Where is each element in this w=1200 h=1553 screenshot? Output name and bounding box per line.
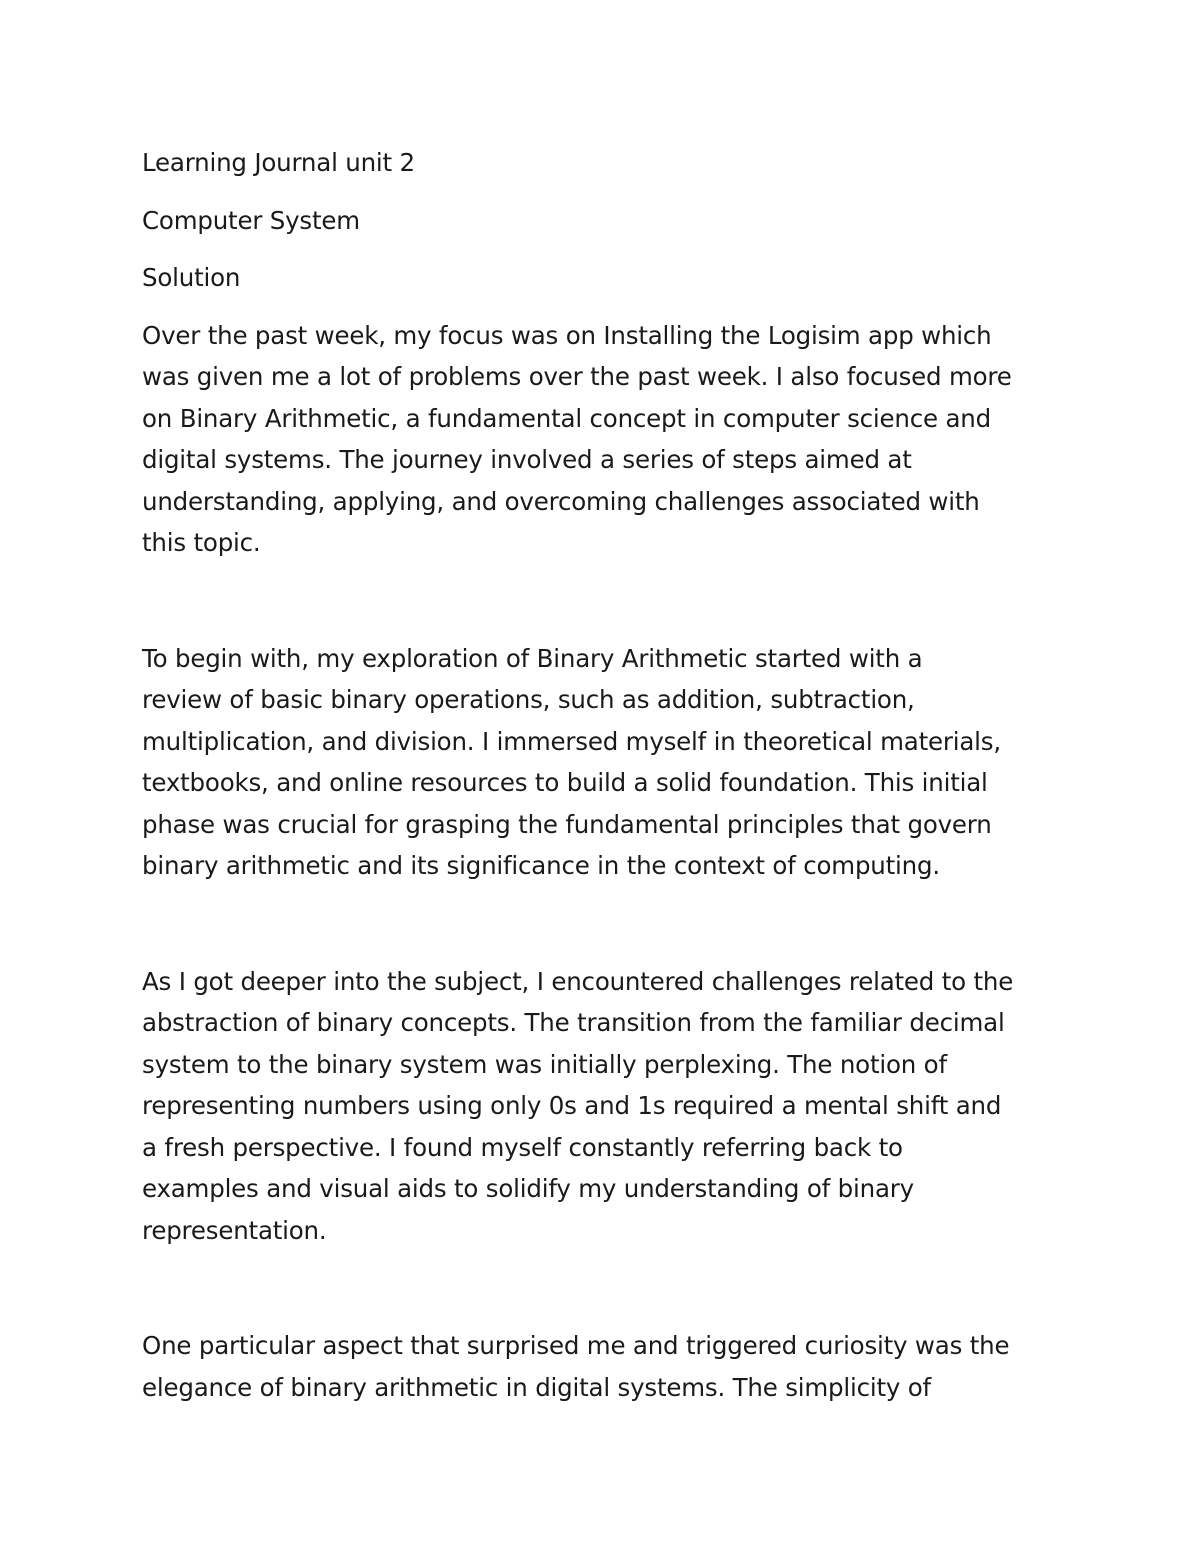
paragraph-line: abstraction of binary concepts. The transition from the familiar decimal	[142, 1008, 1005, 1037]
paragraph-line: representation.	[142, 1215, 327, 1245]
paragraph-4	[142, 1325, 1072, 1408]
paragraph-line: a fresh perspective. I found myself constantly referring back to	[142, 1132, 903, 1162]
paragraph-line: system to the binary system was initially perplexing. The notion of	[142, 1049, 947, 1079]
document-body	[142, 142, 1072, 1408]
paragraph-line: One particular aspect that surprised me and triggered curiosity was the	[142, 1331, 1010, 1360]
document-title: Learning Journal unit 2	[142, 148, 415, 177]
paragraph-line: understanding, applying, and overcoming challenges associated with	[142, 486, 980, 516]
paragraph-line: Over the past week, my focus was on Installing the Logisim app which	[142, 320, 992, 350]
course-name: Computer System	[142, 205, 360, 235]
paragraph-line: examples and visual aids to solidify my understanding of binary	[142, 1174, 914, 1203]
paragraph-2	[142, 638, 1072, 887]
paragraph-line: multiplication, and division. I immersed myself in theoretical materials,	[142, 726, 1001, 756]
paragraph-3	[142, 961, 1072, 1252]
paragraph-1	[142, 315, 1072, 564]
paragraph-line: To begin with, my exploration of Binary Arithmetic started with a	[142, 643, 923, 673]
paragraph-line: this topic.	[142, 528, 261, 557]
paragraph-line: textbooks, and online resources to build a solid foundation. This initial	[142, 768, 988, 797]
section-heading-solution: Solution	[142, 263, 241, 292]
paragraph-line: phase was crucial for grasping the fundamental principles that govern	[142, 809, 992, 839]
paragraph-line: binary arithmetic and its significance in the context of computing.	[142, 851, 940, 880]
paragraph-line: elegance of binary arithmetic in digital systems. The simplicity of	[142, 1372, 931, 1402]
paragraph-line: representing numbers using only 0s and 1s required a mental shift and	[142, 1091, 1002, 1120]
paragraph-line: was given me a lot of problems over the past week. I also focused more	[142, 362, 1012, 391]
paragraph-line: As I got deeper into the subject, I encountered challenges related to the	[142, 966, 1014, 996]
paragraph-line: review of basic binary operations, such as addition, subtraction,	[142, 685, 915, 714]
paragraph-line: on Binary Arithmetic, a fundamental concept in computer science and	[142, 403, 991, 433]
paragraph-line: digital systems. The journey involved a series of steps aimed at	[142, 445, 912, 474]
